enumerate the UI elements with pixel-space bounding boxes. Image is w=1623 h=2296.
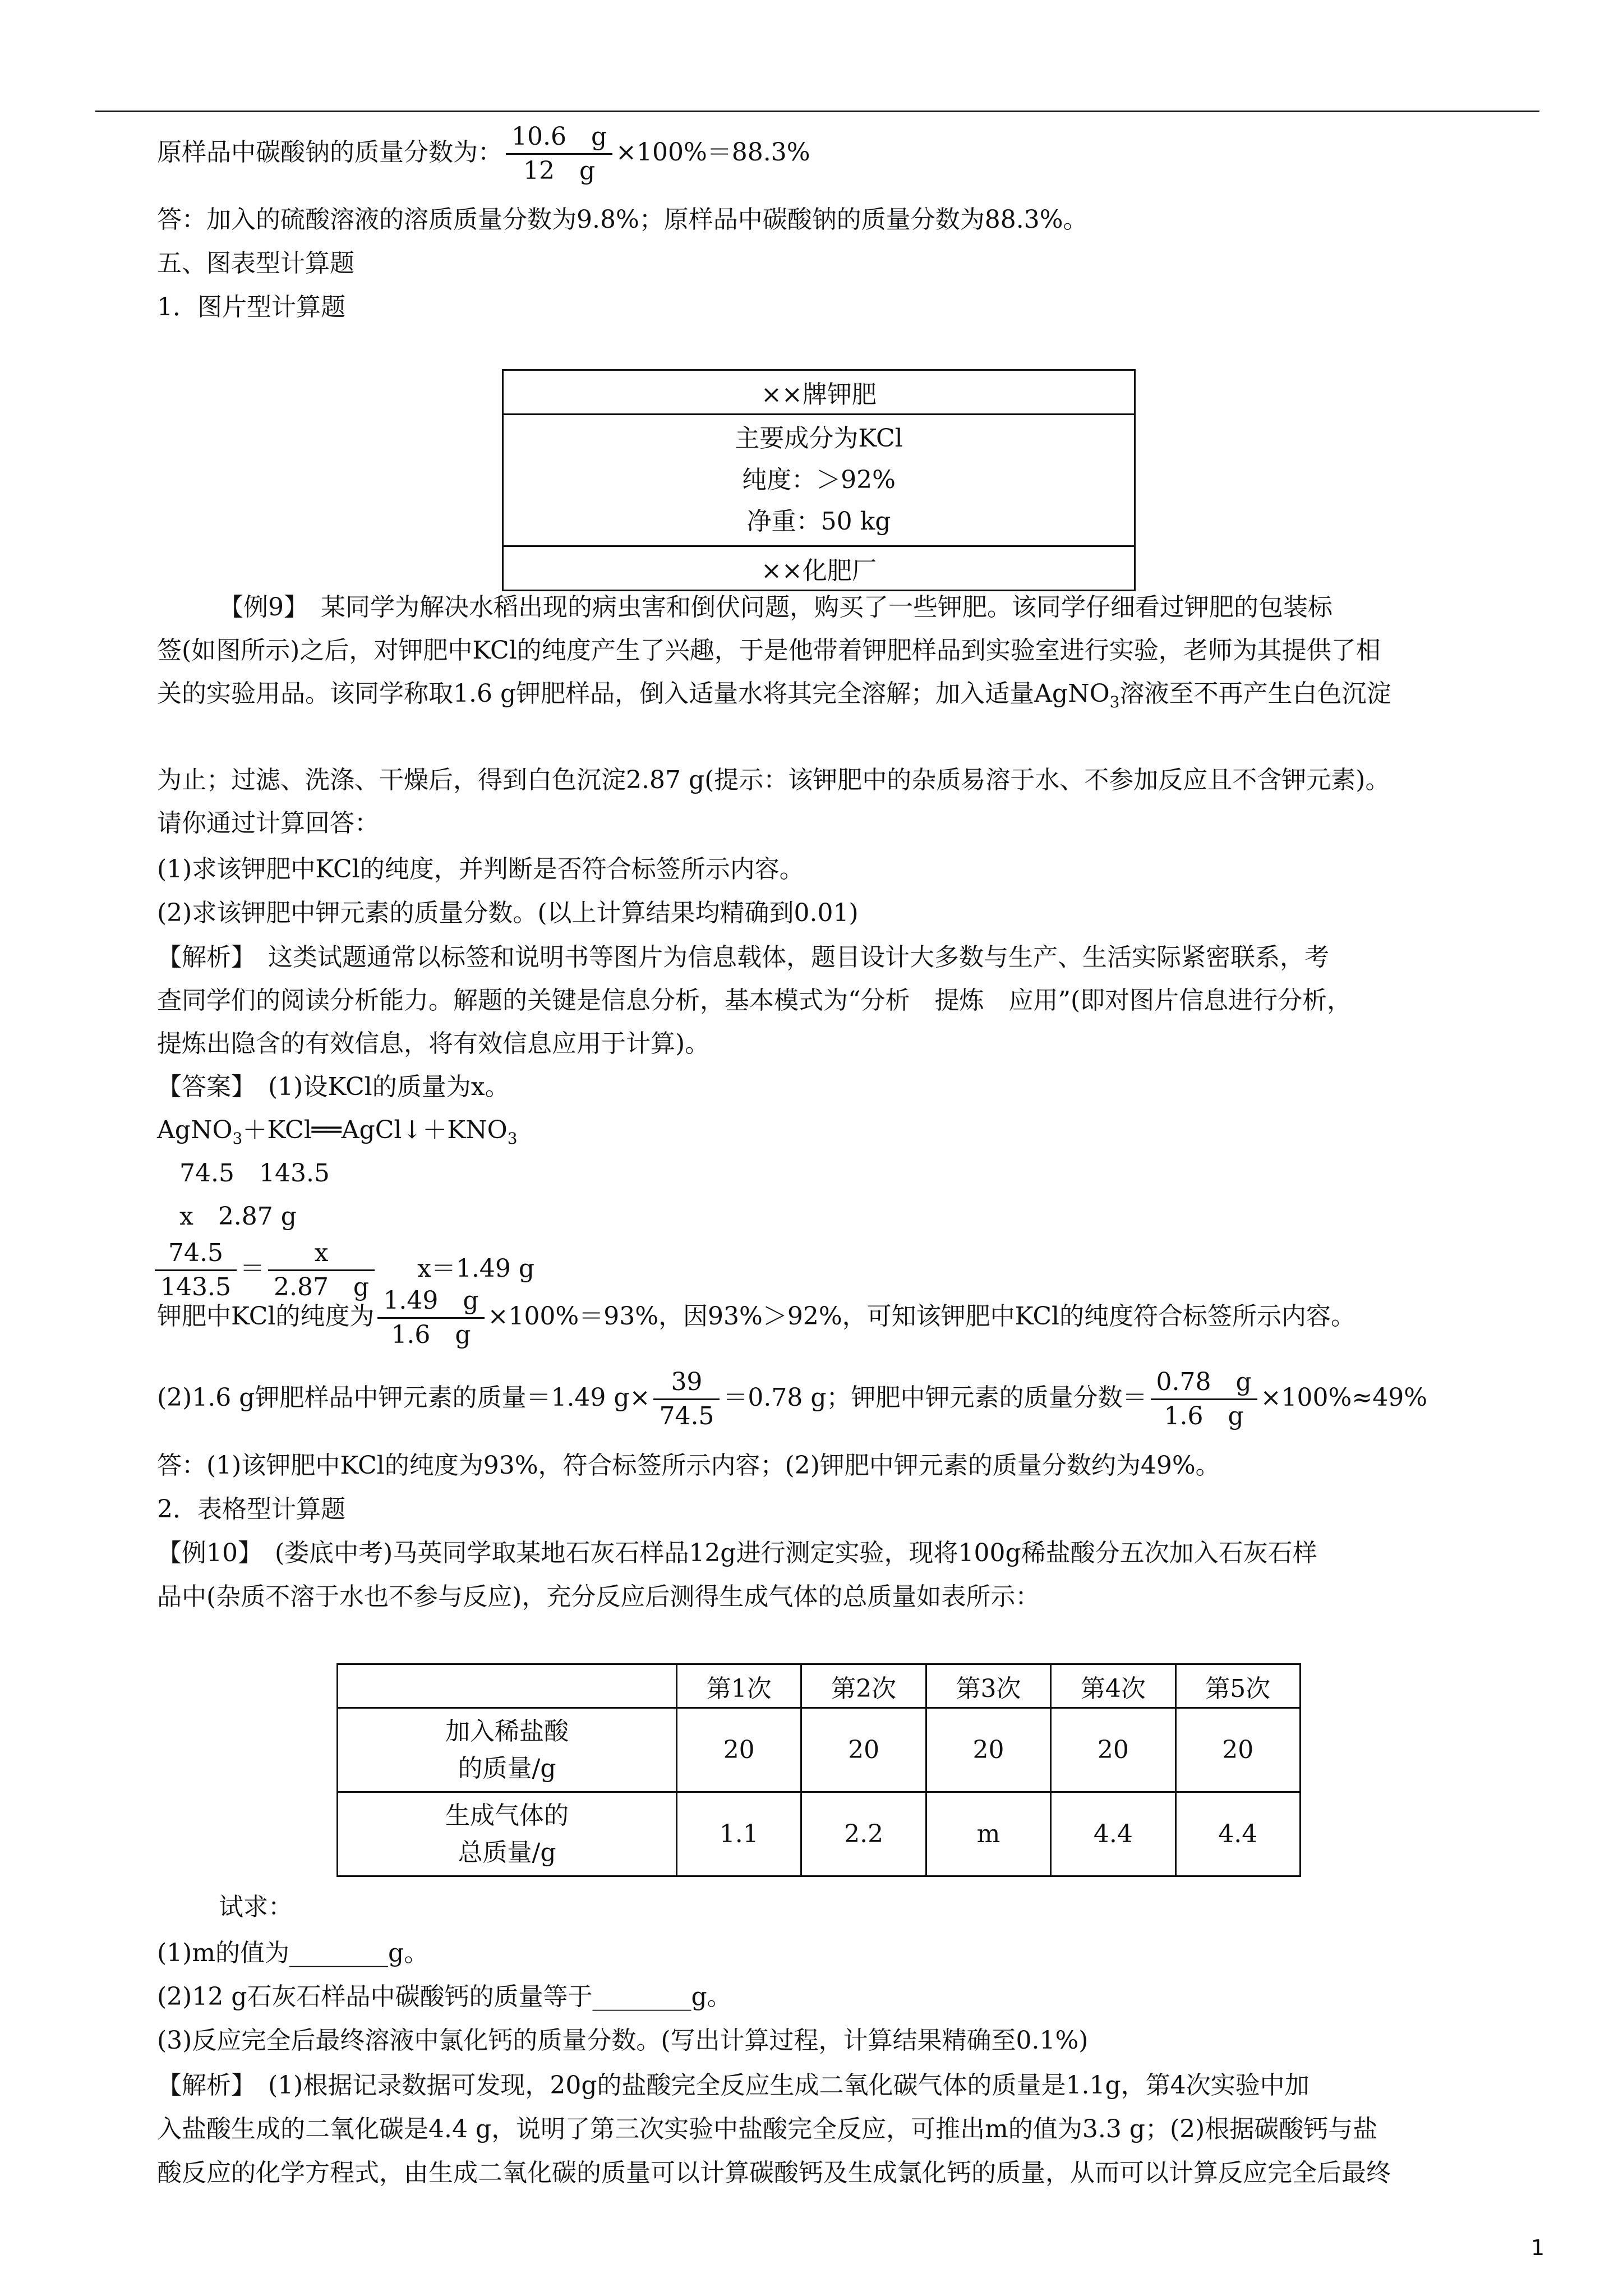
question-2: (2)求该钾肥中钾元素的质量分数。(以上计算结果均精确到0.01)	[157, 899, 859, 927]
fraction: $\frac{0.78 g}{1.6 g}$	[1151, 1366, 1257, 1433]
example-9-line: 签(如图所示)之后，对钾肥中KCl的纯度产生了兴趣，于是他带着钾肥样品到实验室进行实验，老师为其提供了相	[157, 636, 1381, 665]
table-cell: 2.2	[801, 1792, 926, 1876]
row-label: 加入稀盐酸 的质量/g	[338, 1708, 677, 1792]
answer-line: 答：加入的硫酸溶液的溶质质量分数为9.8%；原样品中碳酸钠的质量分数为88.3%。	[157, 205, 1088, 234]
question-line: (3)反应完全后最终溶液中氯化钙的质量分数。(写出计算过程，计算结果精确至0.1%)	[157, 2026, 1089, 2055]
table-header: 第2次	[801, 1664, 926, 1708]
table-cell: 20	[1051, 1708, 1175, 1792]
table-cell: m	[926, 1792, 1050, 1876]
analysis-10-line: 入盐酸生成的二氧化碳是4.4 g，说明了第三次实验中盐酸完全反应，可推出m的值为3.3 g；(2)根据碳酸钙与盐	[157, 2115, 1378, 2143]
table-cell: 20	[926, 1708, 1050, 1792]
table-cell: 4.4	[1051, 1792, 1175, 1876]
mass-row: x 2.87 g	[179, 1202, 297, 1231]
subscript: 3	[1109, 692, 1120, 711]
fraction: $\frac{74.5}{143.5}$	[155, 1237, 237, 1304]
label-maker: ××化肥厂	[503, 546, 1135, 591]
fraction: $\frac{10.6 g}{12 g}$	[506, 121, 612, 187]
question-line: (1)m的值为________g。	[157, 1939, 429, 1967]
mass-fraction-line: 原样品中碳酸钠的质量分数为： $\frac{10.6 g}{12 g}$ ×100%＝88.3%	[157, 121, 810, 187]
label-brand: ××牌钾肥	[503, 370, 1135, 415]
example-10-line: 【例10】 (娄底中考)马英同学取某地石灰石样品12g进行测定实验，现将100g稀盐酸分五次加入石灰石样	[157, 1539, 1317, 1567]
answer-heading: 【答案】 (1)设KCl的质量为x。	[157, 1073, 510, 1101]
table-cell: 1.1	[677, 1792, 801, 1876]
example-9-line: 请你通过计算回答：	[157, 809, 379, 838]
table-cell: 20	[1175, 1708, 1300, 1792]
analysis-9-line: 提炼出隐含的有效信息，将有效信息应用于计算)。	[157, 1029, 710, 1058]
fertilizer-label	[502, 369, 1136, 591]
label-body: 主要成分为KCl 纯度：＞92% 净重：50 kg	[503, 415, 1135, 546]
purity-line: 钾肥中KCl的纯度为 $\frac{1.49 g}{1.6 g}$ ×100%＝93%，因93%＞92%，可知该钾肥中KCl的纯度符合标签所示内容。	[157, 1285, 1355, 1351]
header-rule	[95, 111, 1539, 112]
question-1: (1)求该钾肥中KCl的纯度，并判断是否符合标签所示内容。	[157, 855, 804, 884]
chemical-equation: $AgNO_3+KCl══AgCl↓+KNO_3$	[157, 1116, 518, 1148]
page-number: 1	[1530, 2235, 1544, 2260]
table-cell: 20	[677, 1708, 801, 1792]
table-cell: 4.4	[1175, 1792, 1300, 1876]
tail-text: 溶液至不再产生白色沉淀	[1119, 679, 1391, 708]
example-10-line: 品中(杂质不溶于水也不参与反应)，充分反应后测得生成气体的总质量如表所示：	[157, 1582, 1040, 1611]
prompt-line: 试求：	[219, 1893, 293, 1921]
table-header: 第4次	[1051, 1664, 1175, 1708]
potassium-mass-line: (2)1.6 g钾肥样品中钾元素的质量＝1.49 g× $\frac{39}{74.5}$ ＝0.78 g；钾肥中钾元素的质量分数＝ $\frac{0.78 g}{1.6 g}$ ×100%≈49%	[157, 1366, 1427, 1433]
analysis-10-line: 酸反应的化学方程式，由生成二氧化碳的质量可以计算碳酸钙及生成氯化钙的质量，从而可以计算反应完全后最终	[157, 2159, 1391, 2187]
analysis-10-line: 【解析】 (1)根据记录数据可发现，20g的盐酸完全反应生成二氧化碳气体的质量是1.1g，第4次实验中加	[157, 2071, 1310, 2100]
table-corner	[338, 1664, 677, 1708]
molar-mass-row: 74.5 143.5	[179, 1159, 330, 1188]
question-line: (2)12 g石灰石样品中碳酸钙的质量等于________g。	[157, 1982, 732, 2011]
analysis-9-line: 【解析】 这类试题通常以标签和说明书等图片为信息载体，题目设计大多数与生产、生活实际紧密联系，考	[157, 943, 1329, 972]
table-cell: 20	[801, 1708, 926, 1792]
table-header: 第5次	[1175, 1664, 1300, 1708]
analysis-9-line: 查同学们的阅读分析能力。解题的关键是信息分析，基本模式为“分析 提炼 应用”(即对图片信息进行分析，	[157, 986, 1352, 1015]
example-9-line: 关的实验用品。该同学称取1.6 g钾肥样品，倒入适量水将其完全溶解；加入适量AgNO$_3$溶液至不再产生白色沉淀	[157, 679, 1391, 711]
fraction: $\frac{1.49 g}{1.6 g}$	[377, 1285, 484, 1351]
data-table	[336, 1663, 1301, 1877]
proportion-line: $\frac{74.5}{143.5}$ ＝ $\frac{x}{2.87 g}$ x＝1.49 g	[151, 1237, 534, 1304]
final-answer: 答：(1)该钾肥中KCl的纯度为93%，符合标签所示内容；(2)钾肥中钾元素的质量分数约为49%。	[157, 1451, 1220, 1480]
table-header: 第3次	[926, 1664, 1050, 1708]
table-header: 第1次	[677, 1664, 801, 1708]
example-9-line: 为止；过滤、洗涤、干燥后，得到白色沉淀2.87 g(提示：该钾肥中的杂质易溶于水、不参加反应且不含钾元素)。	[157, 766, 1390, 794]
row-label: 生成气体的 总质量/g	[338, 1792, 677, 1876]
subsection-heading: 2．表格型计算题	[157, 1495, 345, 1524]
example-9-line: 【例9】 某同学为解决水稻出现的病虫害和倒伏问题，购买了一些钾肥。该同学仔细看过钾肥的包装标	[219, 593, 1332, 622]
fraction: $\frac{x}{2.87 g}$	[268, 1237, 375, 1304]
fraction: $\frac{39}{74.5}$	[653, 1366, 720, 1433]
section-heading: 五、图表型计算题	[157, 249, 354, 278]
subsection-heading: 1．图片型计算题	[157, 293, 345, 321]
